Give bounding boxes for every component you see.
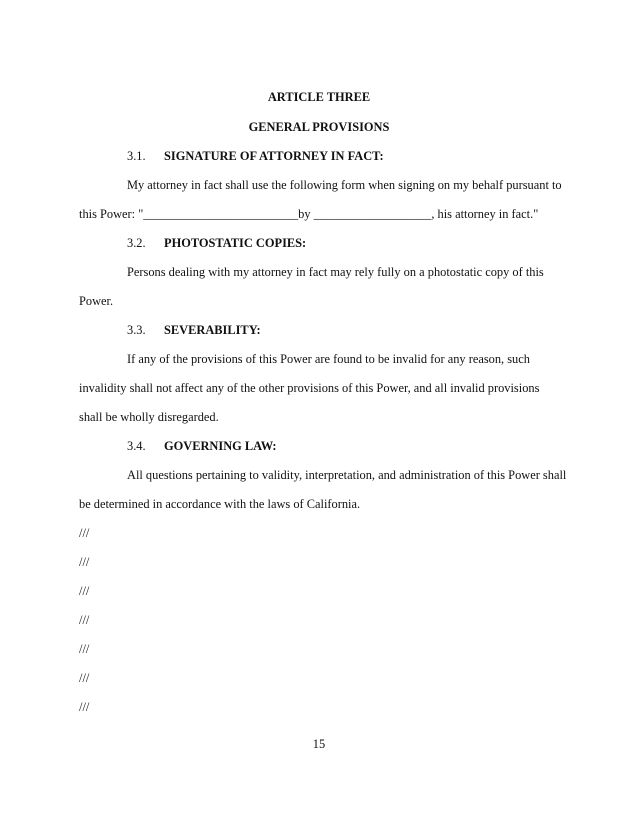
section-number: 3.4. [127, 439, 146, 453]
section-number: 3.1. [127, 149, 146, 163]
continuation-mark: /// [79, 555, 90, 569]
paragraph-line: be determined in accordance with the laws of California. [79, 497, 361, 511]
continuation-mark: /// [79, 613, 90, 627]
section-heading [127, 322, 261, 338]
continuation-mark: /// [79, 584, 90, 598]
section-number: 3.2. [127, 236, 146, 250]
section-title: SEVERABILITY: [164, 323, 261, 337]
section-heading [127, 148, 384, 164]
section-title: SIGNATURE OF ATTORNEY IN FACT: [164, 149, 384, 163]
section-title: PHOTOSTATIC COPIES: [164, 236, 307, 250]
section-number: 3.3. [127, 323, 146, 337]
section-heading [127, 235, 306, 251]
section-title: GOVERNING LAW: [164, 439, 277, 453]
paragraph-line: All questions pertaining to validity, interpretation, and administration of this Power shall [127, 468, 567, 482]
page-number: 15 [312, 737, 326, 751]
article-subtitle: GENERAL PROVISIONS [248, 120, 390, 134]
paragraph-line: Persons dealing with my attorney in fact may rely fully on a photostatic copy of this [127, 265, 544, 279]
continuation-mark: /// [79, 700, 90, 714]
section-heading [127, 438, 277, 454]
continuation-mark: /// [79, 526, 90, 540]
paragraph-line: If any of the provisions of this Power are found to be invalid for any reason, such [127, 352, 530, 366]
paragraph-line: shall be wholly disregarded. [79, 410, 219, 424]
paragraph-line: Power. [79, 294, 114, 308]
continuation-mark: /// [79, 671, 90, 685]
paragraph-line: this Power: "_________________________by ___________________, his attorney in fact." [79, 207, 539, 221]
paragraph-line: My attorney in fact shall use the following form when signing on my behalf pursuant to [127, 178, 562, 192]
paragraph-line: invalidity shall not affect any of the other provisions of this Power, and all invalid provisions [79, 381, 540, 395]
article-title: ARTICLE THREE [267, 90, 371, 104]
continuation-mark: /// [79, 642, 90, 656]
